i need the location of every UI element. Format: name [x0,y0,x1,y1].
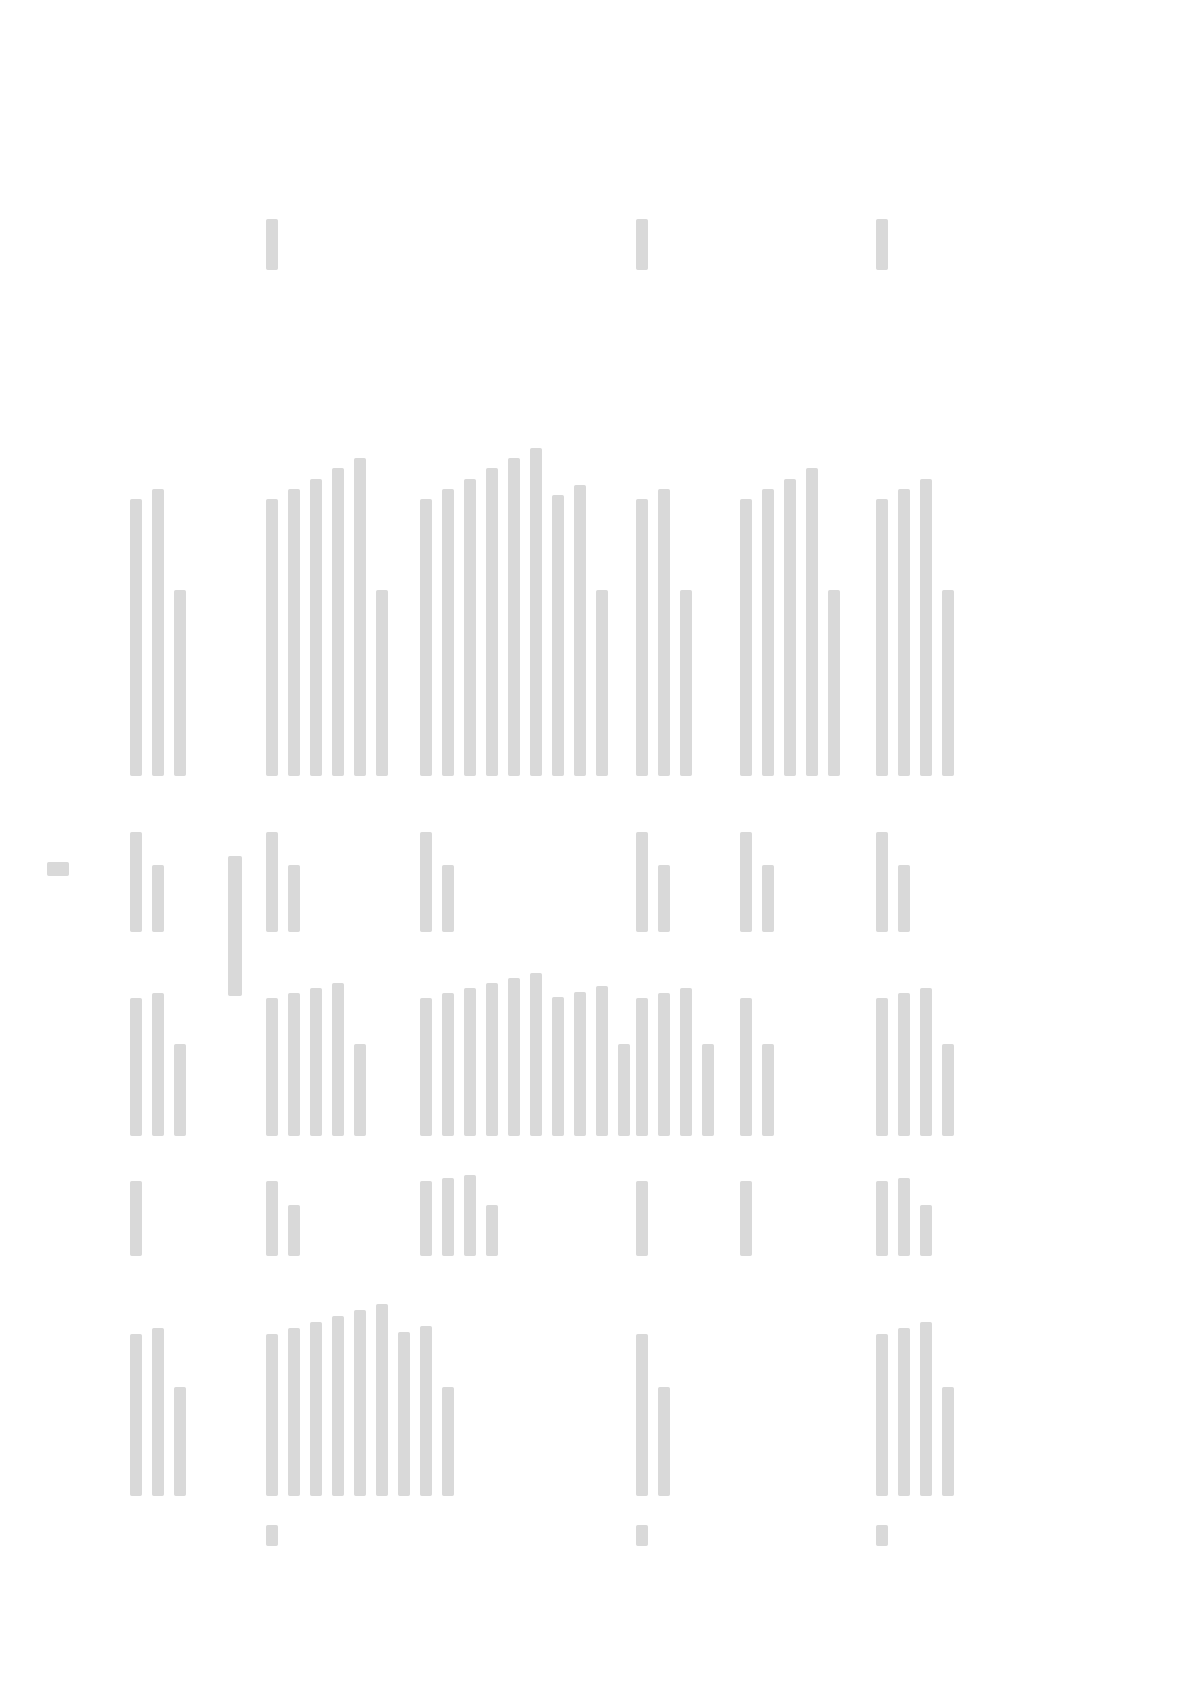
text-placeholder-line [442,489,454,776]
text-placeholder-line [784,479,796,776]
text-placeholder-line [266,1334,278,1496]
text-placeholder-line [702,1044,714,1136]
text-placeholder-line [174,1044,186,1136]
text-placeholder-line [420,499,432,776]
text-placeholder-line [288,1205,300,1256]
text-placeholder-line [762,865,774,932]
text-placeholder-line [876,1334,888,1496]
text-placeholder-line [828,590,840,776]
text-placeholder-line [486,1205,498,1256]
text-placeholder-line [266,499,278,776]
text-placeholder-line [740,832,752,932]
text-placeholder-line [332,983,344,1136]
text-placeholder-line [636,219,648,270]
text-placeholder-line [596,590,608,776]
text-placeholder-line [636,1525,648,1546]
text-placeholder-line [508,458,520,776]
text-placeholder-line [288,489,300,776]
text-placeholder-line [876,832,888,932]
text-placeholder-line [636,832,648,932]
text-placeholder-line [636,1334,648,1496]
text-placeholder-line [920,479,932,776]
text-placeholder-line [898,489,910,776]
text-placeholder-line [420,1326,432,1496]
text-placeholder-line [152,1328,164,1496]
text-placeholder-line [636,998,648,1136]
text-placeholder-line [658,489,670,776]
text-placeholder-line [266,219,278,270]
text-placeholder-line [152,993,164,1136]
text-placeholder-line [464,479,476,776]
text-placeholder-line [680,590,692,776]
text-placeholder-line [636,499,648,776]
text-placeholder-line [152,489,164,776]
text-placeholder-line [762,489,774,776]
text-placeholder-line [574,992,586,1136]
text-placeholder-line [310,988,322,1136]
text-placeholder-line [920,1205,932,1256]
text-placeholder-line [130,832,142,932]
text-placeholder-line [876,1525,888,1546]
text-placeholder-line [920,988,932,1136]
text-placeholder-line [762,1044,774,1136]
text-placeholder-line [174,590,186,776]
text-placeholder-line [740,499,752,776]
text-placeholder-line [898,1178,910,1256]
text-placeholder-line [442,993,454,1136]
section-heading-placeholder [228,856,242,996]
text-placeholder-line [552,997,564,1136]
text-placeholder-line [464,988,476,1136]
text-placeholder-line [740,1181,752,1256]
text-placeholder-line [288,865,300,932]
text-placeholder-line [486,468,498,776]
text-placeholder-line [442,1178,454,1256]
text-placeholder-line [740,998,752,1136]
text-placeholder-line [942,1387,954,1496]
text-placeholder-line [806,468,818,776]
text-placeholder-line [942,1044,954,1136]
text-placeholder-line [658,993,670,1136]
text-placeholder-line [310,479,322,776]
text-placeholder-line [636,1181,648,1256]
page-number-placeholder [47,862,69,876]
text-placeholder-line [680,988,692,1136]
text-placeholder-line [876,219,888,270]
text-placeholder-line [552,495,564,776]
text-placeholder-line [420,1181,432,1256]
text-placeholder-line [288,993,300,1136]
text-placeholder-line [376,1304,388,1496]
text-placeholder-line [376,590,388,776]
text-placeholder-line [420,998,432,1136]
text-placeholder-line [266,1181,278,1256]
text-placeholder-line [898,1328,910,1496]
text-placeholder-line [266,998,278,1136]
text-placeholder-line [920,1322,932,1496]
text-placeholder-line [398,1332,410,1496]
text-placeholder-line [574,485,586,776]
text-placeholder-line [332,1316,344,1496]
text-placeholder-line [876,499,888,776]
text-placeholder-line [420,832,432,932]
text-placeholder-line [942,590,954,776]
text-placeholder-line [486,983,498,1136]
text-placeholder-line [354,458,366,776]
text-placeholder-line [658,1387,670,1496]
text-placeholder-line [130,1181,142,1256]
text-placeholder-line [442,1387,454,1496]
text-placeholder-line [464,1175,476,1256]
text-placeholder-line [332,468,344,776]
text-placeholder-line [266,832,278,932]
text-placeholder-line [310,1322,322,1496]
text-placeholder-line [898,865,910,932]
text-placeholder-line [266,1525,278,1546]
text-placeholder-line [658,865,670,932]
text-placeholder-line [130,1334,142,1496]
text-placeholder-line [876,1181,888,1256]
text-placeholder-line [508,978,520,1136]
text-placeholder-line [596,986,608,1136]
text-placeholder-line [288,1328,300,1496]
text-placeholder-line [876,998,888,1136]
text-placeholder-line [152,865,164,932]
text-placeholder-line [618,1044,630,1136]
text-placeholder-line [442,865,454,932]
text-placeholder-line [530,448,542,776]
text-placeholder-line [354,1044,366,1136]
text-placeholder-line [130,998,142,1136]
text-placeholder-line [354,1310,366,1496]
text-placeholder-line [898,993,910,1136]
text-placeholder-line [530,973,542,1136]
text-placeholder-line [130,499,142,776]
text-placeholder-line [174,1387,186,1496]
